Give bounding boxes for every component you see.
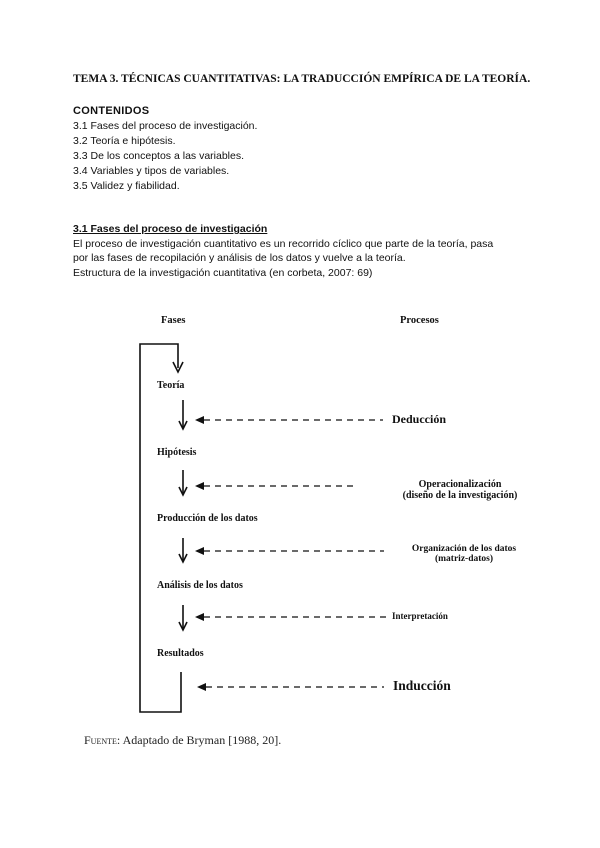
process-label-induccion: Inducción (393, 678, 451, 693)
phase-arrow (179, 400, 187, 429)
phase-label-teoria: Teoría (157, 380, 185, 391)
process-arrow-organizacion (195, 547, 384, 555)
phase-label-produccion: Producción de los datos (157, 513, 258, 524)
document-title: TEMA 3. TÉCNICAS CUANTITATIVAS: LA TRADUCCIÓN EMPÍRICA DE LA TEORÍA. (73, 73, 531, 85)
process-label-interpretacion: Interpretación (392, 611, 448, 621)
process-arrow-operacionalizacion (195, 482, 355, 490)
process-label-organizacion (388, 544, 540, 564)
column-header-procesos: Procesos (400, 315, 439, 326)
section-heading: 3.1 Fases del proceso de investigación (73, 223, 268, 235)
contents-item: 3.4 Variables y tipos de variables. (73, 165, 230, 177)
process-arrow-interpretacion (195, 613, 388, 621)
contents-heading: CONTENIDOS (73, 105, 150, 117)
process-label-operacionalizacion-main: Operacionalización (418, 479, 502, 490)
phase-arrow (179, 605, 187, 630)
process-label-deduccion: Deducción (392, 412, 446, 426)
phase-arrow (179, 538, 187, 562)
process-arrow-deduccion (195, 416, 383, 424)
phase-label-hipotesis: Hipótesis (157, 447, 197, 458)
contents-item: 3.1 Fases del proceso de investigación. (73, 120, 258, 132)
source-prefix: Fuente: (84, 733, 121, 747)
column-header-fases: Fases (161, 315, 186, 326)
figure-source (84, 733, 281, 748)
diagram-lines (0, 300, 600, 730)
process-arrow-induccion (197, 683, 384, 691)
phase-label-analisis: Análisis de los datos (157, 580, 243, 591)
section-3-1 (73, 222, 553, 280)
process-label-operacionalizacion-sub: (diseño de la investigación) (402, 490, 518, 501)
section-paragraph: por las fases de recopilación y análisis de los datos y vuelve a la teoría. (73, 252, 406, 264)
contents-item: 3.2 Teoría e hipótesis. (73, 135, 176, 147)
contents-block (73, 104, 257, 194)
phase-label-resultados: Resultados (157, 648, 204, 659)
process-label-operacionalizacion (385, 479, 535, 501)
section-paragraph: Estructura de la investigación cuantitativa (en corbeta, 2007: 69) (73, 266, 373, 279)
process-label-organizacion-sub: (matriz-datos) (434, 554, 494, 564)
contents-item: 3.5 Validez y fiabilidad. (73, 180, 180, 192)
research-process-diagram (0, 300, 600, 730)
source-text: Adaptado de Bryman [1988, 20]. (122, 733, 282, 747)
section-paragraph: El proceso de investigación cuantitativo es un recorrido cíclico que parte de la teoría, pasa (73, 237, 494, 250)
contents-item: 3.3 De los conceptos a las variables. (73, 150, 245, 162)
phase-arrow (179, 470, 187, 495)
process-label-organizacion-main: Organización de los datos (411, 544, 517, 554)
